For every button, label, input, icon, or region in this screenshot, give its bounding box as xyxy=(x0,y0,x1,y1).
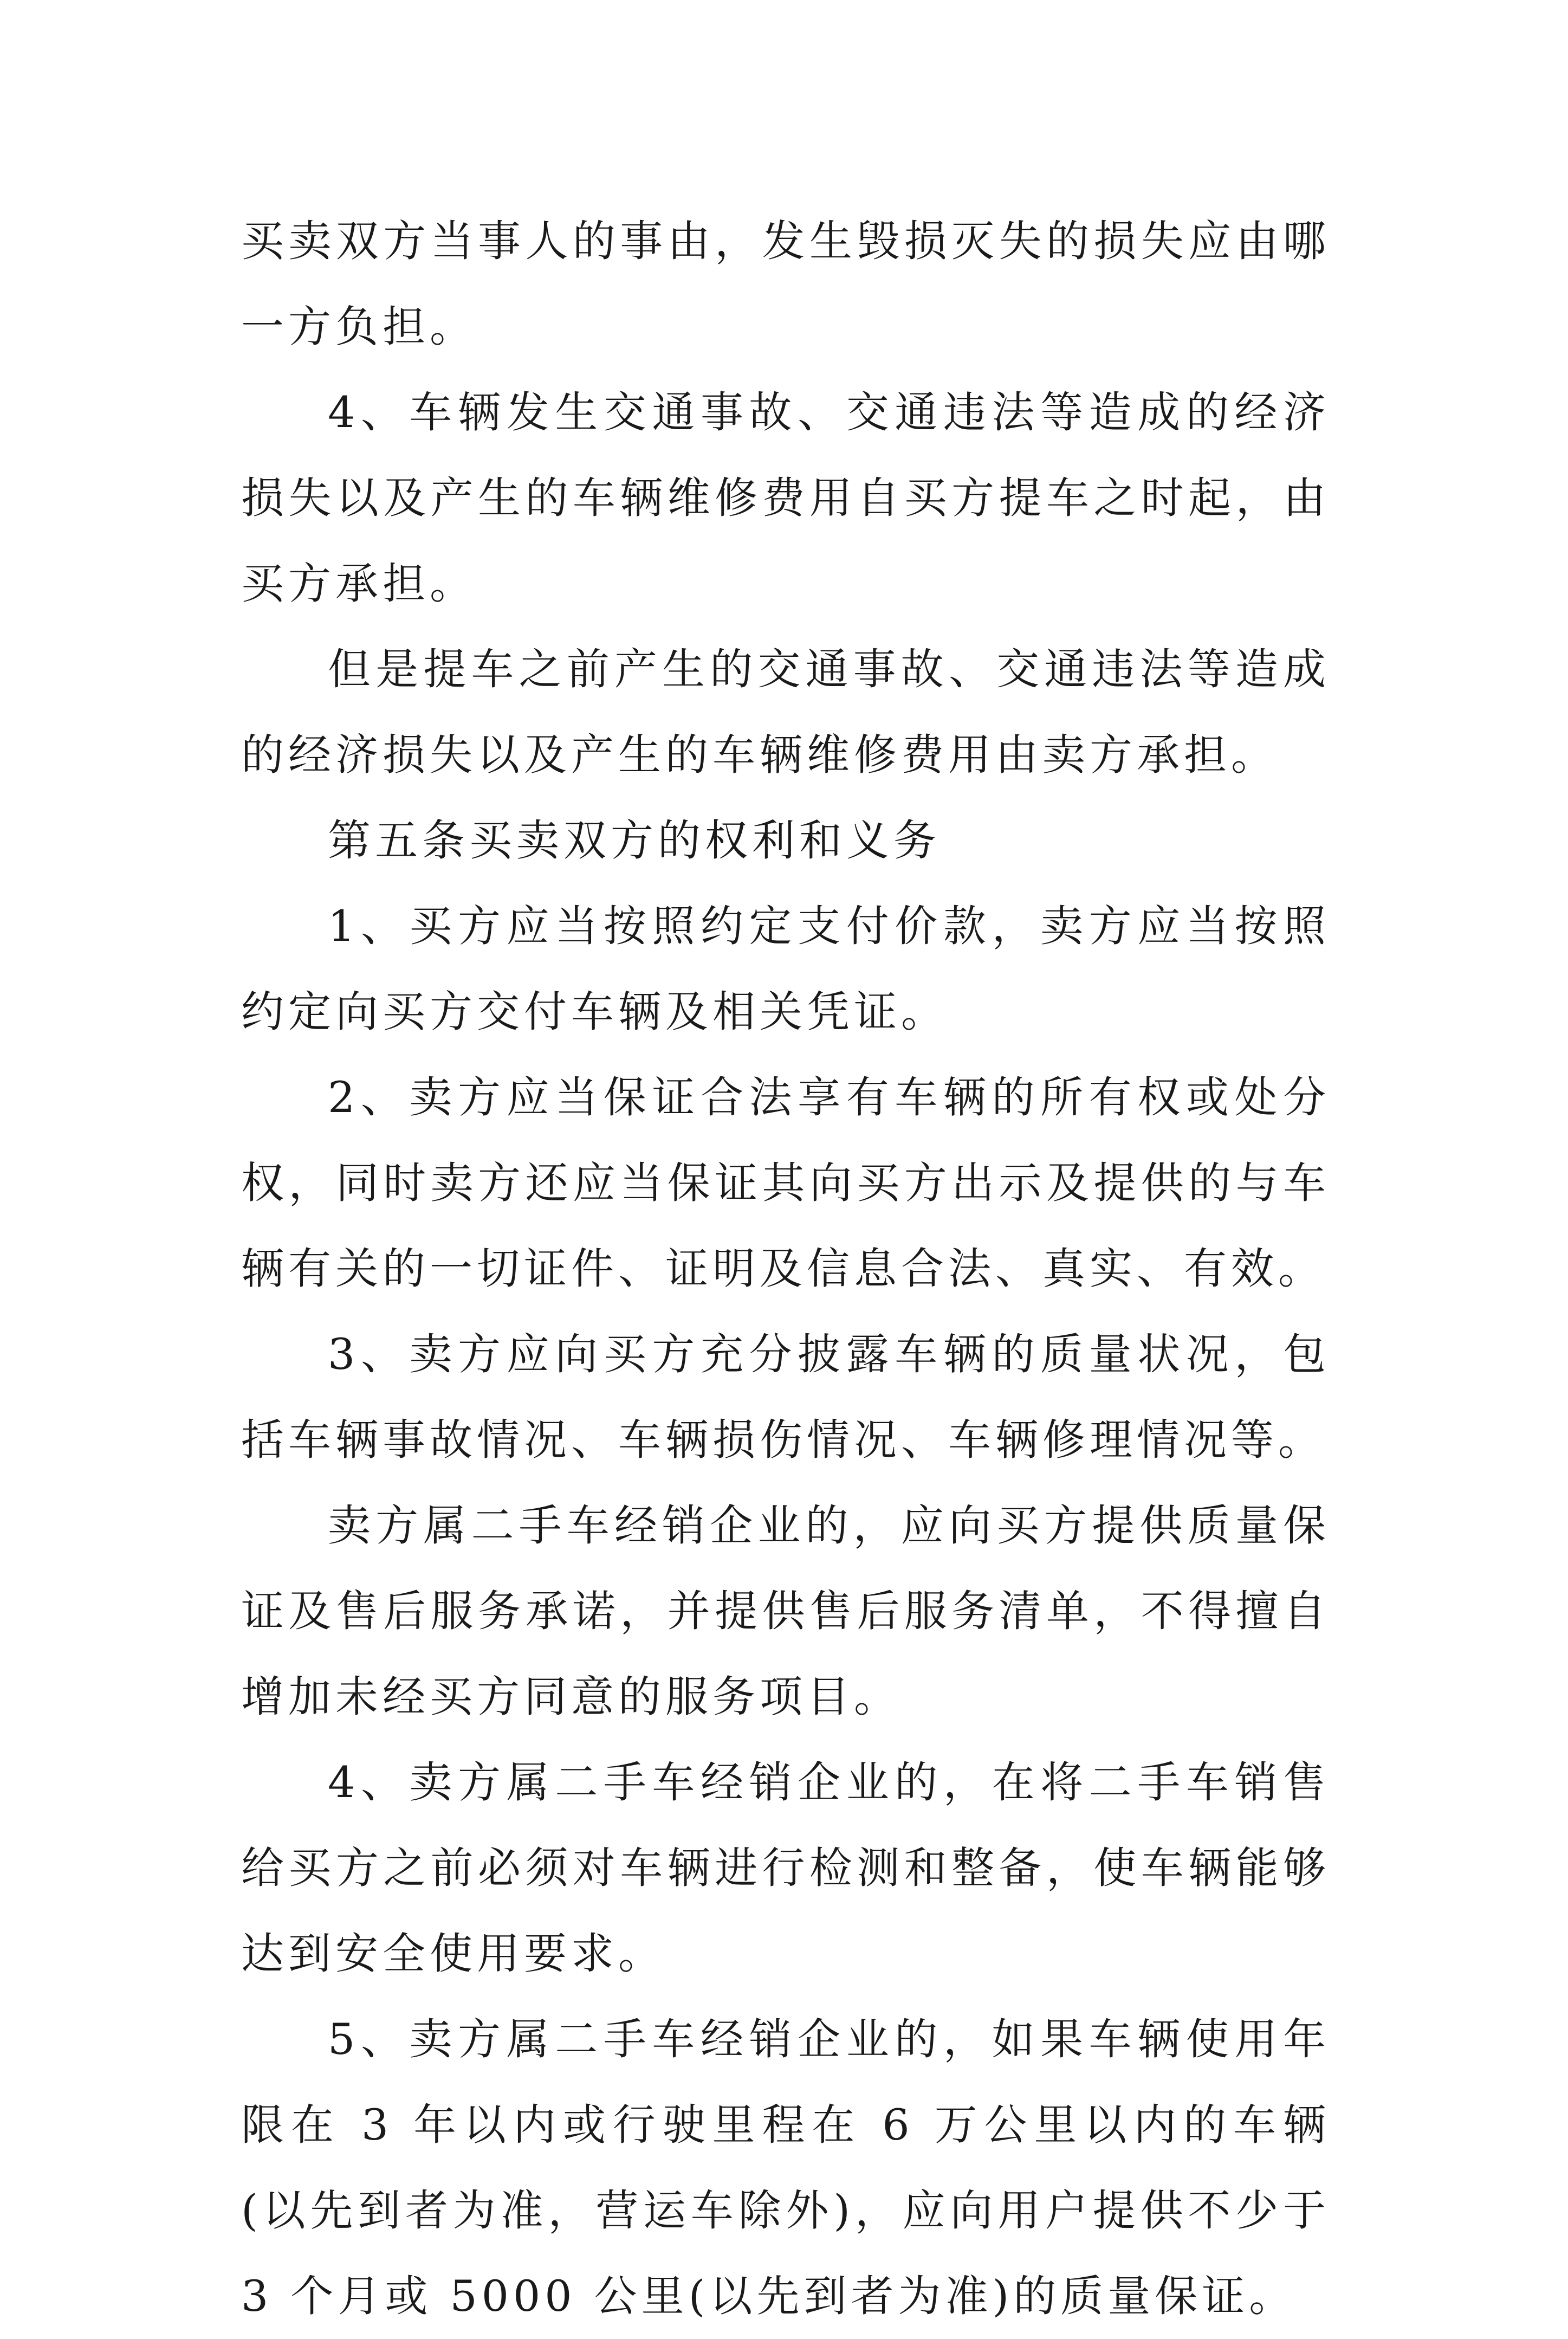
paragraph-clause-5-1: 1、买方应当按照约定支付价款，卖方应当按照约定向买方交付车辆及相关凭证。 xyxy=(241,901,1330,1037)
paragraph-continuation: 买卖双方当事人的事由，发生毁损灭失的损失应由哪一方负担。 xyxy=(241,216,1330,352)
section-heading-article-5: 第五条买卖双方的权利和义务 xyxy=(328,816,941,865)
paragraph-clause-4-2: 4、车辆发生交通事故、交通违法等造成的经济损失以及产生的车辆维修费用自买方提车之时起，由买方承担。 xyxy=(241,387,1330,609)
paragraph-clause-5-3-dealer: 卖方属二手车经销企业的，应向买方提供质量保证及售后服务承诺，并提供售后服务清单，不得擅自增加未经买方同意的服务项目。 xyxy=(241,1501,1330,1722)
paragraph-clause-5-3: 3、卖方应向买方充分披露车辆的质量状况，包括车辆事故情况、车辆损伤情况、车辆修理情况等。 xyxy=(241,1329,1330,1465)
paragraph-clause-5-4: 4、卖方属二手车经销企业的，在将二手车销售给买方之前必须对车辆进行检测和整备，使车辆能够达到安全使用要求。 xyxy=(241,1758,1330,1979)
paragraph-clause-4-2-proviso: 但是提车之前产生的交通事故、交通违法等造成的经济损失以及产生的车辆维修费用由卖方承担。 xyxy=(241,644,1330,780)
paragraph-clause-5-2: 2、卖方应当保证合法享有车辆的所有权或处分权，同时卖方还应当保证其向买方出示及提供的与车辆有关的一切证件、证明及信息合法、真实、有效。 xyxy=(241,1072,1330,1294)
paragraph-clause-5-5: 5、卖方属二手车经销企业的，如果车辆使用年限在 3 年以内或行驶里程在 6 万公里以内的车辆(以先到者为准，营运车除外)，应向用户提供不少于 3 个月或 5000 公里(以先到者为准)的质量保证。 xyxy=(241,2014,1330,2321)
document-body xyxy=(241,198,1330,2339)
